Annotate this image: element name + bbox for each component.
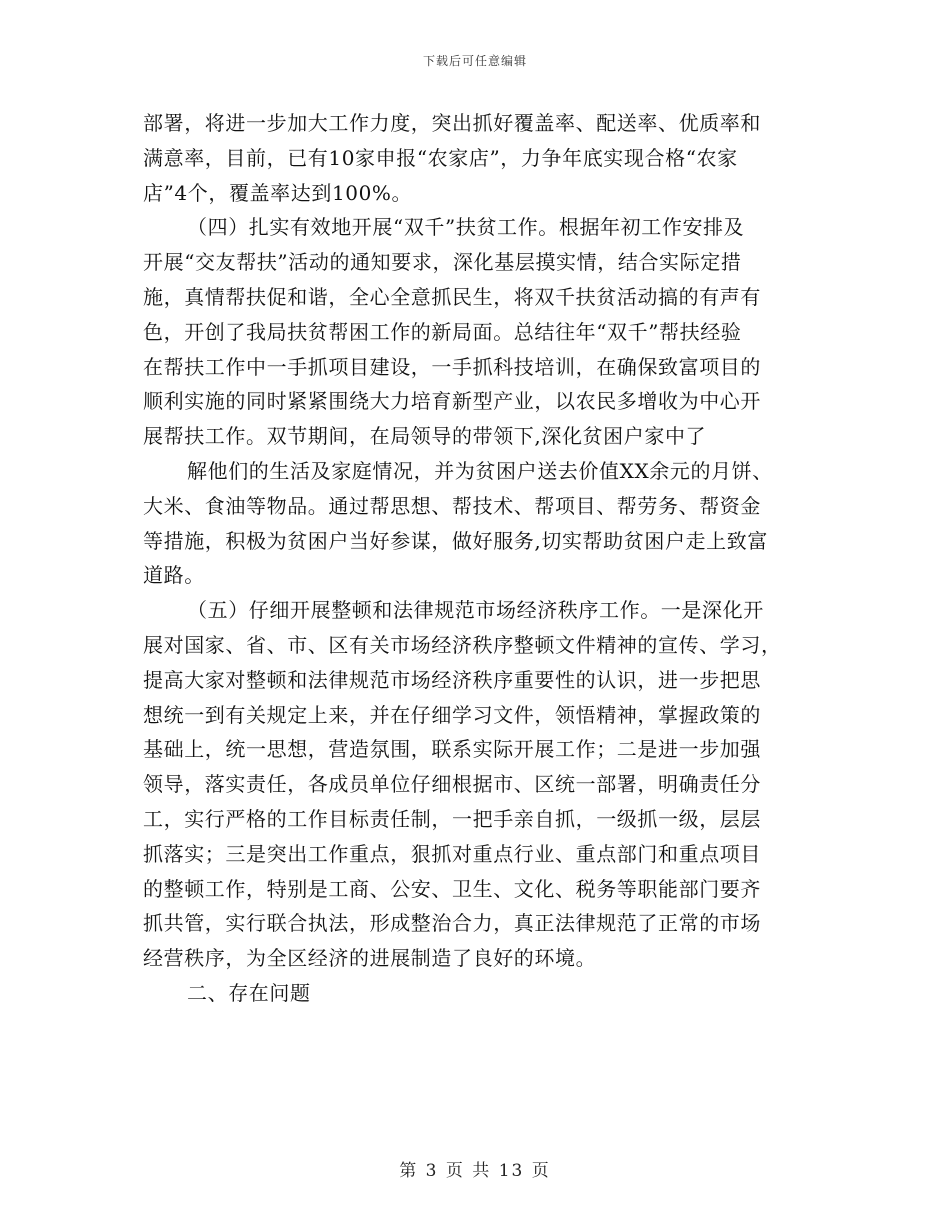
page-header: 下载后可任意编辑: [422, 54, 527, 68]
text-line: 经营秩序，为全区经济的进展制造了良好的环境。: [143, 946, 597, 971]
text-line: 抓落实；三是突出工作重点，狠抓对重点行业、重点部门和重点项目: [143, 841, 761, 866]
section-heading: 二、存在问题: [187, 980, 311, 1005]
text-line: 展对国家、省、市、区有关市场经济秩序整顿文件精神的宣传、学习，: [143, 632, 782, 657]
text-line: 工，实行严格的工作目标责任制，一把手亲自抓，一级抓一级，层层: [143, 806, 761, 831]
text-line: 开展“交友帮扶”活动的通知要求，深化基层摸实情，结合实际定措: [143, 250, 742, 275]
text-line: 解他们的生活及家庭情况，并为贫困户送去价值XX余元的月饼、: [187, 458, 773, 483]
document-body: [143, 106, 803, 1011]
paragraph-heading-5: （五）仔细开展整顿和法律规范市场经济秩序工作。一是深化开: [187, 598, 764, 623]
text-line: 色，开创了我局扶贫帮困工作的新局面。总结往年“双千”帮扶经验: [143, 319, 742, 344]
text-line: 在帮扶工作中一手抓项目建设，一手抓科技培训，在确保致富项目的: [143, 354, 761, 379]
text-line: 满意率，目前，已有10家申报“农家店”，力争年底实现合格“农家: [143, 145, 738, 170]
page-number: 第 3 页 共 13 页: [399, 1161, 551, 1181]
text-line: 想统一到有关规定上来，并在仔细学习文件，领悟精神，掌握政策的: [143, 702, 761, 727]
text-line: 施，真情帮扶促和谐，全心全意抓民生，将双千扶贫活动搞的有声有: [143, 284, 761, 309]
text-line: 店”4个，覆盖率达到100%。: [143, 180, 413, 205]
text-line: 大米、食油等物品。通过帮思想、帮技术、帮项目、帮劳务、帮资金: [143, 493, 761, 518]
text-line: 部署，将进一步加大工作力度，突出抓好覆盖率、配送率、优质率和: [143, 111, 761, 135]
text-line: 等措施，积极为贫困户当好参谋，做好服务,切实帮助贫困户走上致富: [143, 528, 768, 553]
text-line: 道路。: [143, 563, 205, 588]
text-line: 的整顿工作，特别是工商、公安、卫生、文化、税务等职能部门要齐: [143, 876, 761, 901]
text-line: 提高大家对整顿和法律规范市场经济秩序重要性的认识，进一步把思: [143, 667, 761, 692]
text-line: 抓共管，实行联合执法，形成整治合力，真正法律规范了正常的市场: [143, 911, 761, 936]
text-line: 展帮扶工作。双节期间，在局领导的带领下,深化贫困户家中了: [143, 424, 707, 449]
text-line: 基础上，统一思想，营造氛围，联系实际开展工作；二是进一步加强: [143, 737, 761, 762]
text-line: 领导，落实责任，各成员单位仔细根据市、区统一部署，明确责任分: [143, 772, 761, 797]
text-line: 顺利实施的同时紧紧围绕大力培育新型产业，以农民多增收为中心开: [143, 389, 761, 414]
paragraph-heading-4: （四）扎实有效地开展“双千”扶贫工作。根据年初工作安排及: [187, 215, 745, 240]
